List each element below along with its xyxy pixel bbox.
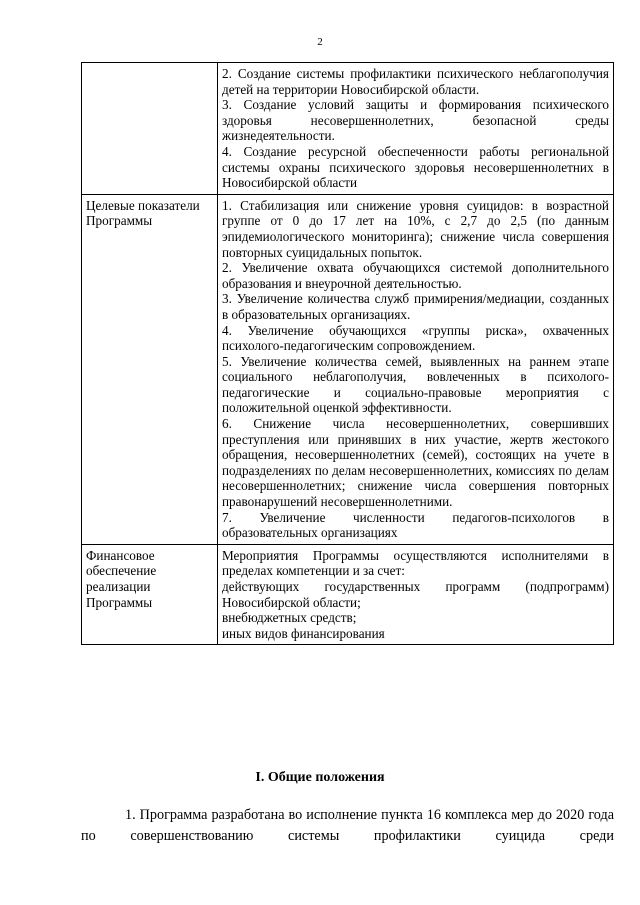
list-item: 6. Снижение числа несовершеннолетних, совершивших преступления или принявших в них участие, жертв жестокого обращения, несовершеннолетних (семей), состоящих на учете в подразделениях по делам несовершеннолетних, комиссиях по делам несовершеннолетних; снижение числа совершения повторных правонарушений несовершеннолетними. <box>222 416 609 510</box>
list-item: 1. Стабилизация или снижение уровня суицидов: в возрастной группе от 0 до 17 лет на 10%, с 2,7 до 2,5 (по данным эпидемиологического мониторинга); снижение числа совершения повторных суицидальных попыток. <box>222 197 609 260</box>
row-label: Финансовое обеспечение реализации Программы <box>82 544 218 645</box>
table-row <box>82 544 614 645</box>
row-content <box>218 544 614 645</box>
list-item: 5. Увеличение количества семей, выявленных на раннем этапе социального неблагополучия, вовлеченных в психолого-педагогические и социально-правовые мероприятия с положительной оценкой эффективности. <box>222 353 609 416</box>
list-item: 2. Увеличение охвата обучающихся системой дополнительного образования и внеурочной деятельностью. <box>222 260 609 291</box>
row-label <box>82 63 218 195</box>
list-item: 2. Создание системы профилактики психического неблагополучия детей на территории Новосибирской области. <box>222 66 609 97</box>
body-paragraph: 1. Программа разработана во исполнение пункта 16 комплекса мер до 2020 года по совершенствованию системы профилактики суицида среди <box>81 807 614 844</box>
row-content <box>218 63 614 195</box>
list-item: 3. Увеличение количества служб примирения/медиации, созданных в образовательных организациях. <box>222 291 609 322</box>
list-item: 4. Увеличение обучающихся «группы риска», охваченных психолого-педагогическим сопровождением. <box>222 322 609 354</box>
section-heading: I. Общие положения <box>255 770 385 785</box>
list-item: 7. Увеличение численности педагогов-психологов в образовательных организациях <box>222 509 609 541</box>
page-number: 2 <box>317 36 323 48</box>
list-item: действующих государственных программ (подпрограмм) Новосибирской области; <box>222 579 609 610</box>
list-item: Мероприятия Программы осуществляются исполнителями в пределах компетенции и за счет: <box>222 547 609 579</box>
list-item: внебюджетных средств; <box>222 610 357 626</box>
table-row <box>82 63 614 195</box>
table-row <box>82 194 614 544</box>
list-item: 4. Создание ресурсной обеспеченности работы региональной системы охраны психического здоровья несовершеннолетних в Новосибирской области <box>222 143 609 191</box>
list-item: иных видов финансирования <box>222 625 385 641</box>
list-item: 3. Создание условий защиты и формирования психического здоровья несовершеннолетних, безопасной среды жизнедеятельности. <box>222 97 609 144</box>
row-content <box>218 194 614 544</box>
program-passport-table <box>81 62 614 645</box>
row-label: Целевые показатели Программы <box>82 194 218 544</box>
